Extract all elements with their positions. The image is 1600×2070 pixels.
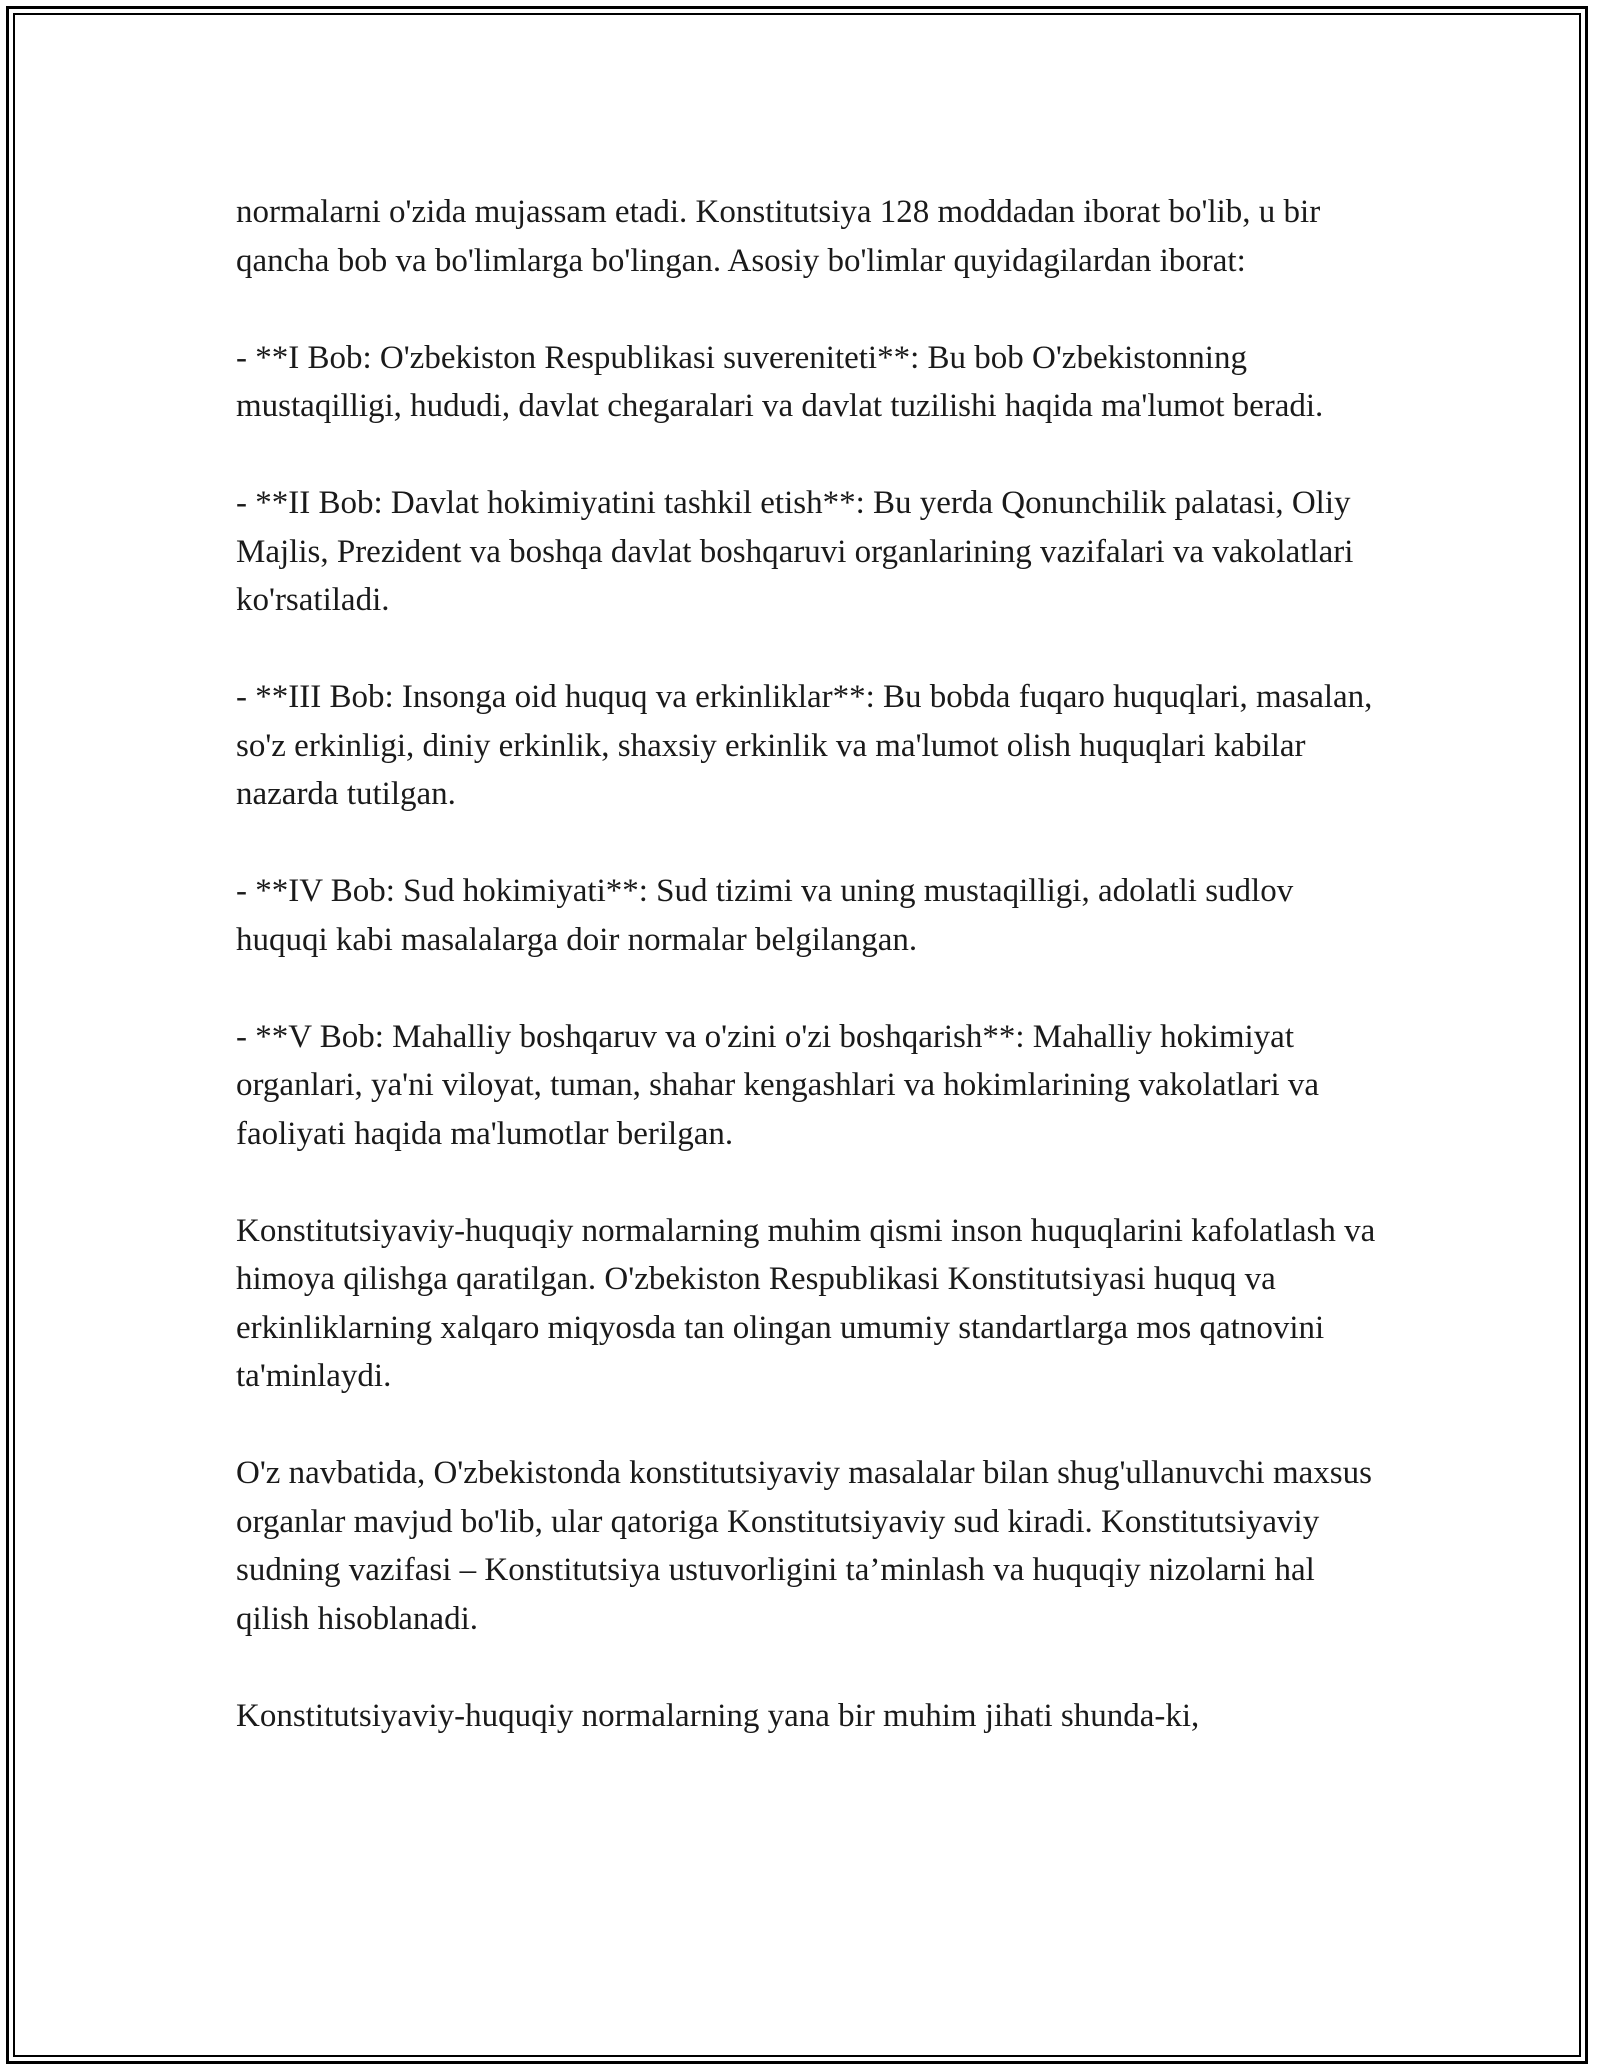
chapter-1-paragraph: - **I Bob: O'zbekiston Respublikasi suvereniteti**: Bu bob O'zbekistonning mustaqilligi, hududi, davlat chegaralari va davlat tuzilishi haqida ma'lumot beradi. — [236, 339, 1324, 424]
chapter-2-paragraph: - **II Bob: Davlat hokimiyatini tashkil etish**: Bu yerda Qonunchilik palatasi, Oliy Majlis, Prezident va boshqa davlat boshqaruvi organlarining vazifalari va vakolatlari ko'rsatiladi. — [236, 485, 1354, 618]
chapter-5-paragraph: - **V Bob: Mahalliy boshqaruv va o'zini o'zi boshqarish**: Mahalliy hokimiyat organlari, ya'ni viloyat, tuman, shahar kengashlari va hokimlarining vakolatlari va faoliyati haqida ma'lumotlar berilgan. — [236, 1018, 1320, 1152]
document-body — [236, 188, 1376, 1740]
intro-paragraph: normalarni o'zida mujassam etadi. Konstitutsiya 128 moddadan iborat bo'lib, u bir qancha bob va bo'limlarga bo'lingan. Asosiy bo'limlar quyidagilardan iborat: — [236, 194, 1321, 279]
chapter-3-paragraph: - **III Bob: Insonga oid huquq va erkinliklar**: Bu bobda fuqaro huquqlari, masalan, so'z erkinligi, diniy erkinlik, shaxsiy erkinlik va ma'lumot olish huquqlari kabilar nazarda tutilgan. — [236, 679, 1373, 812]
closing-paragraph: Konstitutsiyaviy-huquqiy normalarning yana bir muhim jihati shunda-ki, — [236, 1697, 1200, 1734]
human-rights-paragraph: Konstitutsiyaviy-huquqiy normalarning muhim qismi inson huquqlarini kafolatlash va himoya qilishga qaratilgan. O'zbekiston Respublikasi Konstitutsiyasi huquq va erkinliklarning xalqaro miqyosda tan olingan umumiy standartlarga mos qatnovini ta'minlaydi. — [236, 1212, 1376, 1394]
chapter-4-paragraph: - **IV Bob: Sud hokimiyati**: Sud tizimi va uning mustaqilligi, adolatli sudlov huquqi kabi masalalarga doir normalar belgilangan. — [236, 873, 1294, 958]
constitutional-court-paragraph: O'z navbatida, O'zbekistonda konstitutsiyaviy masalalar bilan shug'ullanuvchi maxsus organlar mavjud bo'lib, ular qatoriga Konstitutsiyaviy sud kiradi. Konstitutsiyaviy sudning vazifasi – Konstitutsiya ustuvorligini ta’minlash va huquqiy nizolarni hal qilish hisoblanadi. — [236, 1455, 1372, 1637]
